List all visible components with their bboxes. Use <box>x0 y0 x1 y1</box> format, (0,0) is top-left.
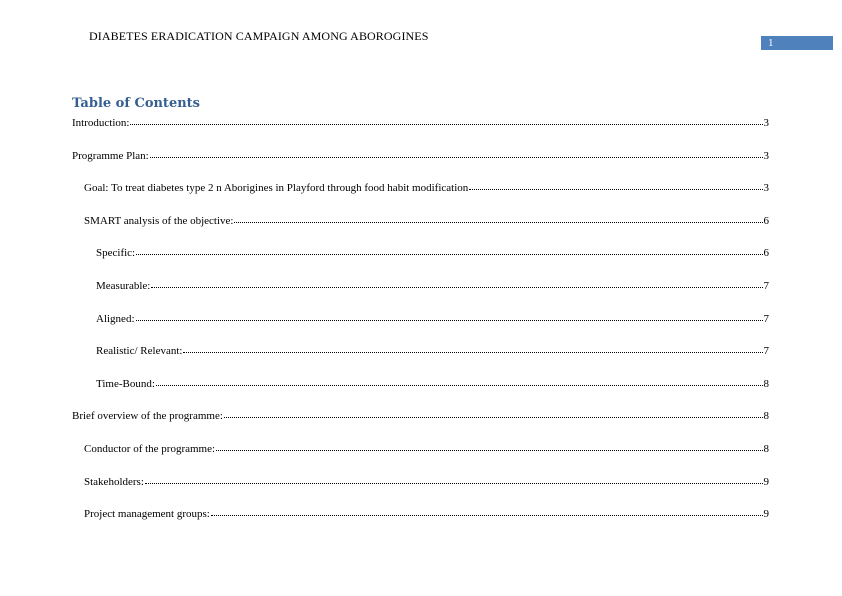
toc-entry-label: Aligned: <box>96 312 135 325</box>
toc-entry-label: Stakeholders: <box>84 475 144 488</box>
toc-leader-dots <box>136 310 763 321</box>
toc-entry-page: 6 <box>763 214 769 227</box>
toc-entry-goal[interactable] <box>84 180 769 195</box>
toc-entry-label: Conductor of the programme: <box>84 443 216 455</box>
toc-leader-dots <box>136 244 762 255</box>
toc-entry-label: Realistic/ Relevant: <box>96 345 183 358</box>
toc-leader-dots <box>224 407 763 418</box>
toc-entry-brief-overview[interactable] <box>72 408 769 423</box>
toc-entry-introduction[interactable] <box>72 115 769 130</box>
toc-entry-page: 7 <box>763 312 769 325</box>
toc-entry-label: Introduction: <box>72 117 130 129</box>
toc-entry-project-management-groups[interactable] <box>84 506 769 521</box>
toc-entry-page: 9 <box>763 508 769 521</box>
toc-entry-page: 7 <box>763 280 769 292</box>
toc-entry-label: Project management groups: <box>84 508 210 521</box>
toc-heading: Table of Contents <box>72 96 200 111</box>
toc-entry-aligned[interactable] <box>96 311 769 326</box>
toc-entry-page: 8 <box>763 443 769 455</box>
toc-leader-dots <box>469 179 762 190</box>
toc-entry-page: 6 <box>763 247 769 260</box>
toc-entry-page: 8 <box>763 377 769 390</box>
toc-entry-smart-analysis[interactable] <box>84 213 769 228</box>
toc-leader-dots <box>216 440 762 451</box>
toc-leader-dots <box>150 147 763 158</box>
page-number-badge: 1 <box>761 36 833 50</box>
toc-entry-page: 8 <box>763 410 769 423</box>
toc-leader-dots <box>145 473 763 484</box>
toc-entry-label: SMART analysis of the objective: <box>84 214 234 227</box>
toc-leader-dots <box>156 375 763 386</box>
toc-entry-measurable[interactable] <box>96 278 769 293</box>
toc-entry-label: Programme Plan: <box>72 149 149 162</box>
toc-entry-time-bound[interactable] <box>96 376 769 391</box>
toc-entry-page: 7 <box>763 345 769 358</box>
toc-entry-conductor[interactable] <box>84 441 769 456</box>
toc-leader-dots <box>211 505 763 516</box>
toc-entry-label: Time-Bound: <box>96 377 155 390</box>
running-header-title: DIABETES ERADICATION CAMPAIGN AMONG ABOROGINES <box>89 29 429 43</box>
toc-leader-dots <box>234 212 762 223</box>
toc-entry-label: Goal: To treat diabetes type 2 n Aborigines in Playford through food habit modification <box>84 182 469 195</box>
toc-entry-page: 3 <box>763 117 769 129</box>
toc-entry-label: Brief overview of the programme: <box>72 410 223 423</box>
toc-entry-programme-plan[interactable] <box>72 148 769 163</box>
toc-entry-stakeholders[interactable] <box>84 474 769 489</box>
toc-leader-dots <box>130 114 762 125</box>
toc-entry-label: Measurable: <box>96 280 151 292</box>
toc-entry-specific[interactable] <box>96 245 769 260</box>
toc-entry-realistic-relevant[interactable] <box>96 343 769 358</box>
toc-entry-page: 9 <box>763 475 769 488</box>
toc-entry-page: 3 <box>763 182 769 195</box>
toc-leader-dots <box>151 277 762 288</box>
toc-entry-page: 3 <box>763 149 769 162</box>
toc-leader-dots <box>183 342 762 353</box>
toc-entry-label: Specific: <box>96 247 136 260</box>
